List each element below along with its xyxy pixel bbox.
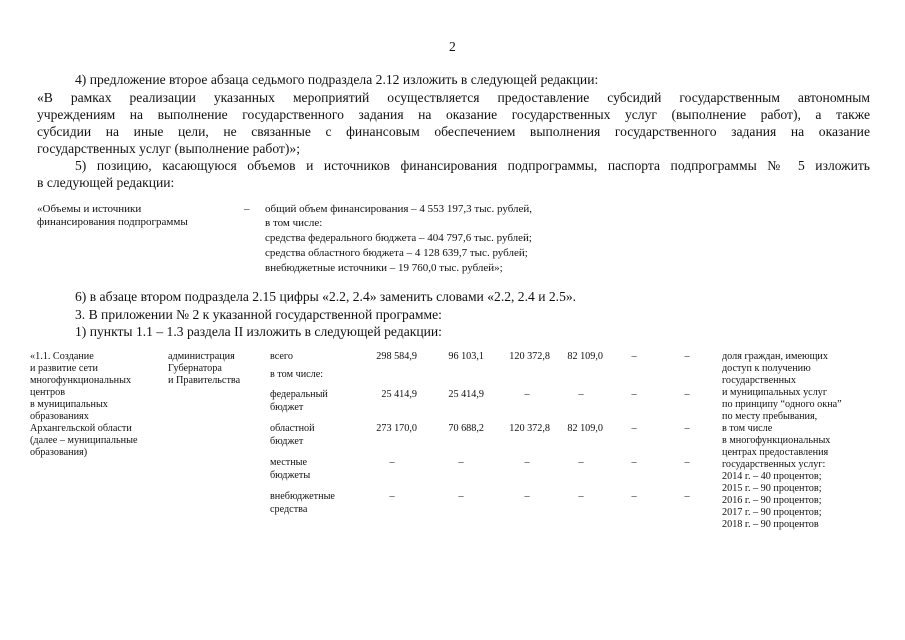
- quote-line-4: государственных услуг (выполнение работ)»;: [37, 141, 300, 156]
- cell-federal-2014: 25 414,9: [448, 389, 484, 400]
- cell-extrabudget-2016: –: [578, 491, 584, 502]
- source-federal-2: бюджет: [270, 402, 304, 413]
- indicator-line-1: доля граждан, имеющих: [722, 351, 828, 362]
- executor-line-2: Губернатора: [168, 363, 222, 374]
- cell-total-2014: 96 103,1: [448, 351, 484, 362]
- indicator-line-3: государственных: [722, 375, 796, 386]
- activity-line-9: образования): [30, 447, 88, 458]
- executor-line-3: и Правительства: [168, 375, 241, 386]
- funding-value-line-3: средства федерального бюджета – 404 797,6 тыс. рублей;: [265, 232, 532, 244]
- funding-label-line-1: «Объемы и источники: [37, 203, 142, 215]
- cell-local-2014: –: [458, 457, 464, 468]
- indicator-line-5: по принципу “одного окна”: [722, 399, 842, 410]
- activity-line-6: образованиях: [30, 411, 89, 422]
- activity-line-3: многофункциональных: [30, 375, 132, 386]
- cell-local-2017: –: [631, 457, 637, 468]
- funding-value-line-5: внебюджетные источники – 19 760,0 тыс. рублей»;: [265, 262, 503, 274]
- cell-federal-sum: 25 414,9: [381, 389, 417, 400]
- amendment-item-5: 5) позицию, касающуюся объемов и источников финансирования подпрограммы, паспорта подпрограммы № 5 изложить: [75, 158, 870, 173]
- funding-value-line-4: средства областного бюджета – 4 128 639,7 тыс. рублей;: [265, 247, 528, 259]
- cell-federal-2015: –: [524, 389, 530, 400]
- cell-regional-2018: –: [684, 423, 690, 434]
- indicator-line-6: по месту пребывания,: [722, 411, 818, 422]
- activity-line-1: «1.1. Создание: [30, 351, 94, 362]
- cell-total-2016: 82 109,0: [567, 351, 603, 362]
- cell-total-2018: –: [684, 351, 690, 362]
- indicator-line-4: и муниципальных услуг: [722, 387, 828, 398]
- indicator-line-7: в том числе: [722, 423, 773, 434]
- quote-line-1: «В рамках реализации указанных мероприятий осуществляется предоставление субсидий государственным автономным: [37, 90, 870, 105]
- indicator-line-11: 2014 г. – 40 процентов;: [722, 471, 822, 482]
- source-total: всего: [270, 351, 293, 362]
- amendment-item-5-cont: в следующей редакции:: [37, 175, 175, 190]
- indicator-line-12: 2015 г. – 90 процентов;: [722, 483, 822, 494]
- cell-federal-2017: –: [631, 389, 637, 400]
- activity-line-8: (далее – муниципальные: [30, 435, 138, 446]
- cell-local-sum: –: [389, 457, 395, 468]
- cell-extrabudget-2017: –: [631, 491, 637, 502]
- indicator-line-13: 2016 г. – 90 процентов;: [722, 495, 822, 506]
- cell-local-2018: –: [684, 457, 690, 468]
- source-regional-2: бюджет: [270, 436, 304, 447]
- source-extrabudget-2: средства: [270, 504, 308, 515]
- cell-total-sum: 298 584,9: [376, 351, 417, 362]
- activity-line-2: и развитие сети: [30, 363, 98, 374]
- source-including: в том числе:: [270, 369, 324, 380]
- executor-line-1: администрация: [168, 351, 235, 362]
- cell-regional-2014: 70 688,2: [448, 423, 484, 434]
- cell-regional-2017: –: [631, 423, 637, 434]
- source-regional-1: областной: [270, 423, 315, 434]
- indicator-line-8: в многофункциональных: [722, 435, 831, 446]
- indicator-line-10: государственных услуг:: [722, 459, 826, 470]
- section-3-item-1: 1) пункты 1.1 – 1.3 раздела II изложить в следующей редакции:: [75, 324, 442, 339]
- source-local-2: бюджеты: [270, 470, 311, 481]
- source-federal-1: федеральный: [270, 389, 328, 400]
- cell-total-2015: 120 372,8: [509, 351, 550, 362]
- indicator-line-2: доступ к получению: [722, 363, 811, 374]
- cell-extrabudget-2014: –: [458, 491, 464, 502]
- quote-line-2: учреждениям на выполнение государственного задания на оказание государственных услуг (выполнение работ), а также: [37, 107, 870, 122]
- indicator-line-9: центрах предоставления: [722, 447, 829, 458]
- cell-federal-2016: –: [578, 389, 584, 400]
- source-local-1: местные: [270, 457, 308, 468]
- cell-regional-sum: 273 170,0: [376, 423, 417, 434]
- cell-local-2015: –: [524, 457, 530, 468]
- cell-extrabudget-2015: –: [524, 491, 530, 502]
- quote-line-3: субсидии на иные цели, не связанные с финансовым обеспечением выполнения государственного задания на оказание: [37, 124, 870, 139]
- activity-line-7: Архангельской области: [30, 423, 132, 434]
- funding-label-line-2: финансирования подпрограммы: [37, 216, 188, 228]
- activity-line-4: центров: [30, 387, 65, 398]
- cell-total-2017: –: [631, 351, 637, 362]
- cell-extrabudget-sum: –: [389, 491, 395, 502]
- cell-federal-2018: –: [684, 389, 690, 400]
- source-extrabudget-1: внебюджетные: [270, 491, 335, 502]
- section-3-heading: 3. В приложении № 2 к указанной государственной программе:: [75, 307, 442, 322]
- indicator-line-14: 2017 г. – 90 процентов;: [722, 507, 822, 518]
- cell-regional-2016: 82 109,0: [567, 423, 603, 434]
- funding-value-line-2: в том числе:: [265, 217, 323, 229]
- page-number: 2: [449, 39, 456, 54]
- indicator-line-15: 2018 г. – 90 процентов: [722, 519, 819, 530]
- cell-local-2016: –: [578, 457, 584, 468]
- funding-value-line-1: общий объем финансирования – 4 553 197,3 тыс. рублей,: [265, 203, 533, 215]
- amendment-item-4: 4) предложение второе абзаца седьмого подраздела 2.12 изложить в следующей редакции:: [75, 72, 599, 87]
- activity-line-5: в муниципальных: [30, 399, 108, 410]
- cell-regional-2015: 120 372,8: [509, 423, 550, 434]
- funding-dash: –: [244, 203, 250, 215]
- amendment-item-6: 6) в абзаце втором подраздела 2.15 цифры «2.2, 2.4» заменить словами «2.2, 2.4 и 2.5».: [75, 289, 577, 304]
- cell-extrabudget-2018: –: [684, 491, 690, 502]
